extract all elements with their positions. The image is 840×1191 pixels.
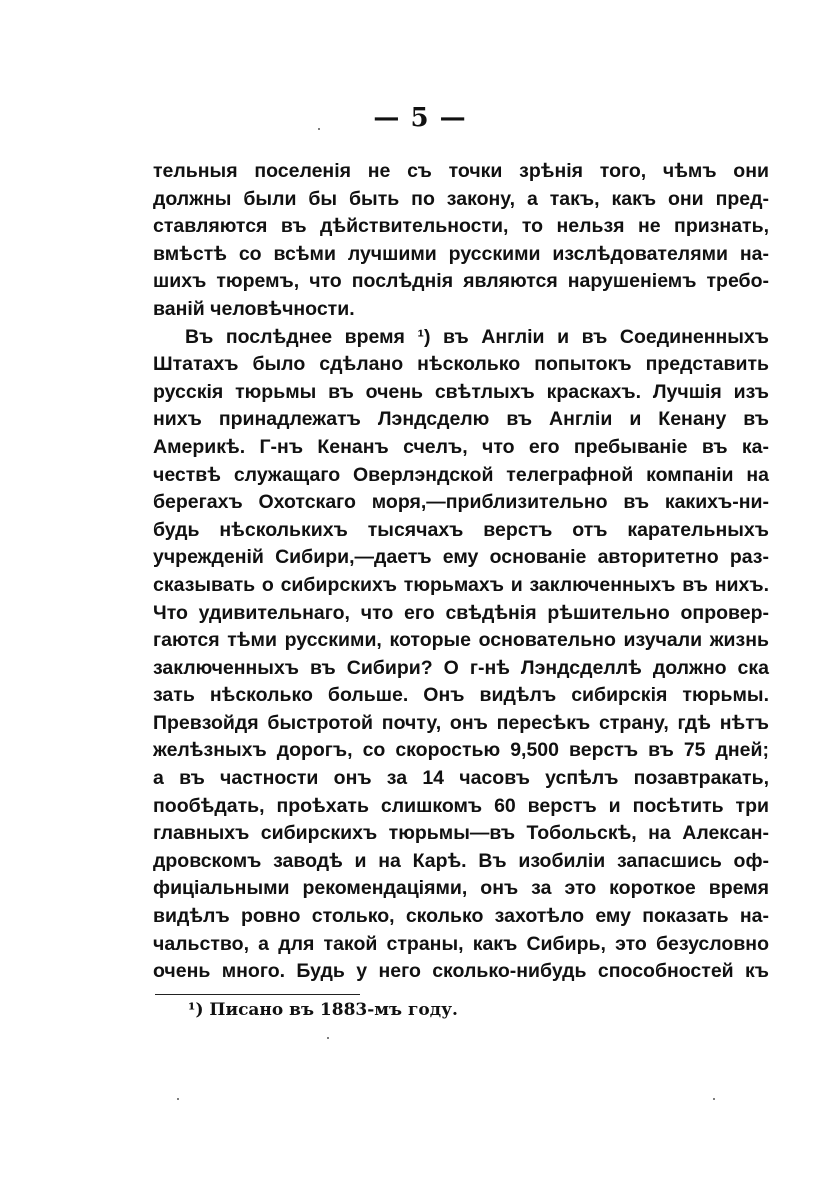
paragraph-1 — [153, 158, 769, 324]
footnote: ¹) Писано въ 1883-мъ году. — [188, 1000, 458, 1020]
scan-speck — [713, 1098, 715, 1100]
text-line: главныхъ сибирскихъ тюрьмы—въ Тобольскѣ, на Алексан- — [153, 822, 769, 845]
text-line: Америкѣ. Г-нъ Кенанъ счелъ, что его пребываніе въ ка- — [153, 435, 769, 458]
text-line: видѣлъ ровно столько, сколько захотѣло ему показать на- — [153, 905, 769, 928]
text-line: дровскомъ заводѣ и на Карѣ. Въ изобиліи запасшись оф- — [153, 849, 769, 872]
paragraph-2 — [153, 324, 769, 986]
text-line: чальство, а для такой страны, какъ Сибирь, это безусловно — [153, 932, 769, 955]
text-line: очень много. Будь у него сколько-нибудь способностей къ — [153, 960, 769, 983]
text-line: будь нѣсколькихъ тысячахъ верстъ отъ карательныхъ — [153, 518, 769, 541]
text-line: а въ частности онъ за 14 часовъ успѣлъ позавтракать, — [153, 767, 769, 790]
text-line: берегахъ Охотскаго моря,—приблизительно въ какихъ-ни- — [153, 491, 769, 514]
text-line: русскія тюрьмы въ очень свѣтлыхъ краскахъ. Лучшія изъ — [153, 380, 769, 403]
scan-speck — [318, 128, 320, 130]
text-line: ваній человѣчности. — [153, 297, 355, 320]
text-line: желѣзныхъ дорогъ, со скоростью 9,500 верстъ въ 75 дней; — [153, 739, 769, 762]
text-line: зать нѣсколько больше. Онъ видѣлъ сибирскія тюрьмы. — [153, 684, 769, 707]
text-line: ставляются въ дѣйствительности, то нельзя не признать, — [153, 215, 769, 238]
text-line: должны были бы быть по закону, а такъ, какъ они пред- — [153, 187, 769, 210]
text-line: учрежденій Сибири,—даетъ ему основаніе авторитетно раз- — [153, 546, 769, 569]
text-line: гаются тѣми русскими, которые основательно изучали жизнь — [153, 629, 769, 652]
text-line: сказывать о сибирскихъ тюрьмахъ и заключенныхъ въ нихъ. — [153, 573, 769, 596]
scan-speck — [327, 1037, 329, 1039]
text-line: тельныя поселенія не съ точки зрѣнія того, чѣмъ они — [153, 160, 769, 182]
text-line: вмѣстѣ со всѣми лучшими русскими изслѣдователями на- — [153, 242, 769, 265]
footnote-divider — [155, 994, 360, 995]
page-number-header: — 5 — — [373, 103, 467, 133]
text-line: пообѣдать, проѣхать слишкомъ 60 верстъ и посѣтить три — [153, 794, 769, 817]
text-line: Въ послѣднее время ¹) въ Англіи и въ Соединенныхъ — [185, 325, 769, 348]
text-line: заключенныхъ въ Сибири? О г-нѣ Лэндсделлѣ должно ска — [153, 656, 769, 679]
text-line: Штатахъ было сдѣлано нѣсколько попытокъ представить — [153, 353, 769, 376]
text-line: Превзойдя быстротой почту, онъ пересѣкъ страну, гдѣ нѣтъ — [153, 711, 769, 734]
text-line: нихъ принадлежатъ Лэндсделю въ Англіи и Кенану въ — [153, 408, 769, 431]
body-text — [153, 158, 769, 986]
scan-speck — [177, 1098, 179, 1100]
text-line: шихъ тюремъ, что послѣднія являются нарушеніемъ требо- — [153, 270, 769, 293]
text-line: чествѣ служащаго Оверлэндской телеграфной компаніи на — [153, 463, 769, 486]
text-line: Что удивительнаго, что его свѣдѣнія рѣшительно опровер- — [153, 601, 769, 624]
text-line: фиціальными рекомендаціями, онъ за это короткое время — [153, 877, 769, 900]
